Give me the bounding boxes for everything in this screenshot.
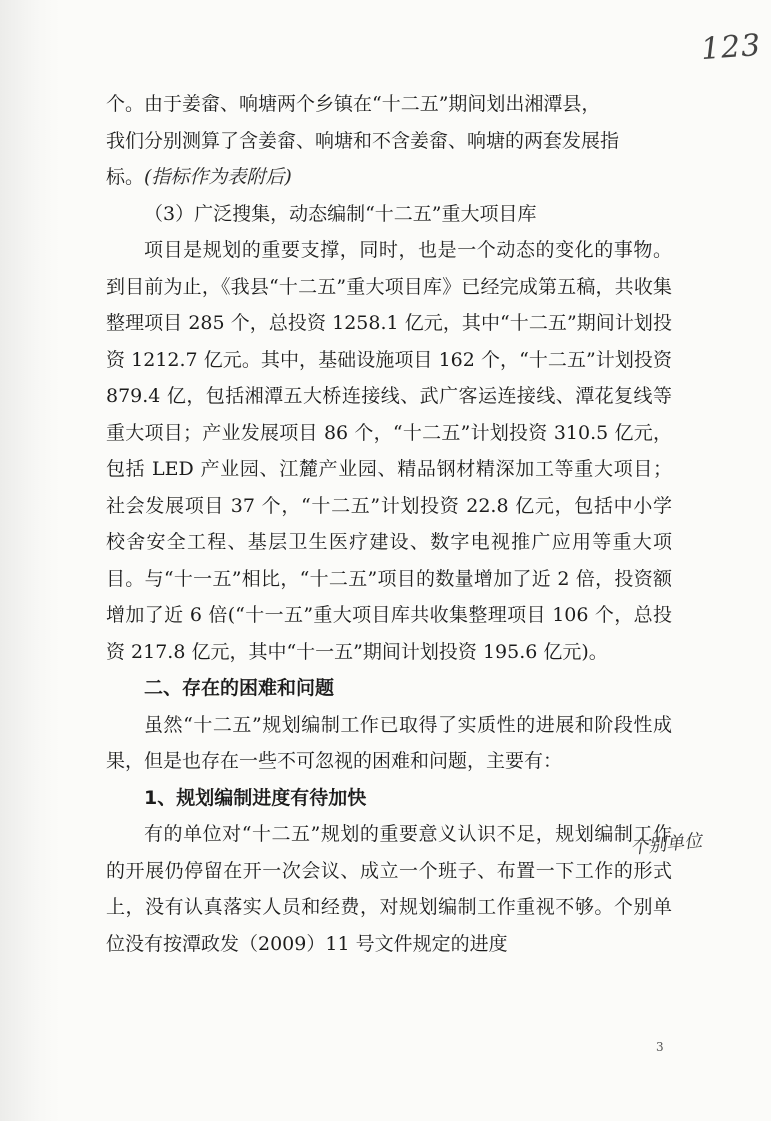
paragraph-problem-1: 有的单位对“十二五”规划的重要意义认识不足，规划编制工作的开展仍停留在开一次会议、成立一个班子、布置一下工作的形式上，没有认真落实人员和经费，对规划编制工作重视不够。个别单位没有按潭政发（2009）11 号文件规定的进度	[106, 823, 672, 955]
paragraph-line: 个。由于姜畲、响塘两个乡镇在“十二五”期间划出湘潭县，	[106, 93, 601, 115]
section-heading: 二、存在的困难和问题	[144, 677, 335, 699]
paragraph-line	[106, 159, 672, 196]
document-body	[106, 86, 672, 962]
paragraph-text: 标。	[106, 166, 145, 188]
page-number: 3	[656, 1040, 664, 1054]
scan-gutter-shadow	[0, 0, 60, 1121]
handwritten-page-number: 123	[699, 27, 763, 68]
paragraph-line: 我们分别测算了含姜畲、响塘和不含姜畲、响塘的两套发展指	[106, 129, 620, 152]
problem-heading: 1、规划编制进度有待加快	[144, 786, 367, 809]
subsection-heading: （3）广泛搜集，动态编制“十二五”重大项目库	[144, 202, 537, 225]
paragraph-intro-problems: 虽然“十二五”规划编制工作已取得了实质性的进展和阶段性成果，但是也存在一些不可忽视的困难和问题，主要有：	[106, 713, 672, 772]
handwritten-margin-note: 个别单位	[629, 830, 704, 859]
paragraph-projects: 项目是规划的重要支撑，同时，也是一个动态的变化的事物。到目前为止，《我县“十二五”重大项目库》已经完成第五稿，共收集整理项目 285 个，总投资 1258.1 亿元，其中“十二五”期间计划投资 1212.7 亿元。其中，基础设施项目 162 个，“十二五”计划投资 879.4 亿，包括湘潭五大桥连接线、武广客运连接线、潭花复线等重大项目；产业发展项目 86 个，“十二五”计划投资 310.5 亿元，包括 LED 产业园、江麓产业园、精品钢材精深加工等重大项目；社会发展项目 37 个，“十二五”计划投资 22.8 亿元，包括中小学校舍安全工程、基层卫生医疗建设、数字电视推广应用等重大项目。与“十一五”相比，“十二五”项目的数量增加了近 2 倍，投资额增加了近 6 倍(“十一五”重大项目库共收集整理项目 106 个，总投资 217.8 亿元，其中“十一五”期间计划投资 195.6 亿元)。	[106, 239, 672, 663]
handwritten-insertion: (指标作为表附后)	[144, 166, 292, 188]
